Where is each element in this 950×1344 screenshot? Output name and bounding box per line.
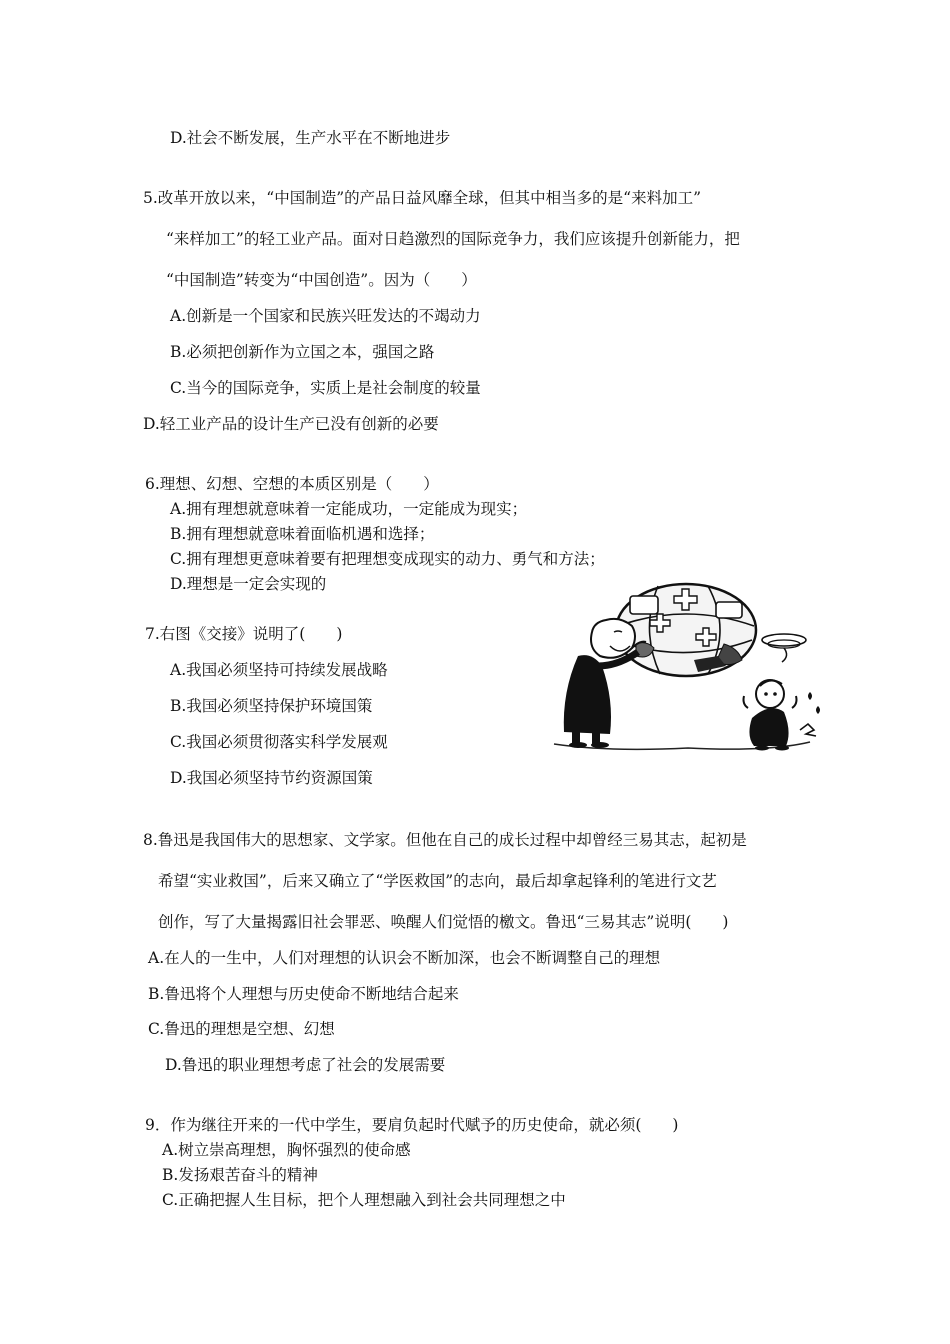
q8-stem-line-2: 希望“实业救国”，后来又确立了“学医救国”的志向，最后却拿起锋利的笔进行文艺 bbox=[158, 872, 717, 890]
q6-option-d: D.理想是一定会实现的 bbox=[170, 575, 327, 593]
q7-option-a: A.我国必须坚持可持续发展战略 bbox=[170, 661, 388, 679]
q9-option-a: A.树立崇高理想，胸怀强烈的使命感 bbox=[162, 1141, 411, 1159]
q5-stem-line-3: “中国制造”转变为“中国创造”。因为（ ） bbox=[166, 271, 477, 289]
globe-icon bbox=[616, 584, 756, 676]
old-man-figure bbox=[564, 619, 646, 748]
q8-stem-line-3: 创作，写了大量揭露旧社会罪恶、唤醒人们觉悟的檄文。鲁迅“三易其志”说明( ) bbox=[158, 913, 729, 931]
q9-stem: 9．作为继往开来的一代中学生，要肩负起时代赋予的历史使命，就必须( ) bbox=[145, 1116, 679, 1134]
child-figure bbox=[744, 680, 797, 751]
q4-option-d: D.社会不断发展，生产水平在不断地进步 bbox=[170, 129, 451, 147]
handover-cartoon-illustration bbox=[548, 582, 838, 754]
q6-option-b: B.拥有理想就意味着面临机遇和选择； bbox=[170, 525, 435, 543]
q8-option-a: A.在人的一生中，人们对理想的认识会不断加深，也会不断调整自己的理想 bbox=[148, 949, 661, 967]
q5-stem-line-1: 5.改革开放以来，“中国制造”的产品日益风靡全球，但其中相当多的是“来料加工” bbox=[143, 189, 701, 207]
q6-option-a: A.拥有理想就意味着一定能成功，一定能成为现实； bbox=[170, 500, 528, 518]
q7-stem: 7.右图《交接》说明了( ) bbox=[145, 625, 343, 643]
q5-option-c: C.当今的国际竞争，实质上是社会制度的较量 bbox=[170, 379, 481, 397]
q9-option-b: B.发扬艰苦奋斗的精神 bbox=[162, 1166, 318, 1184]
q7-option-d: D.我国必须坚持节约资源国策 bbox=[170, 769, 373, 787]
q5-option-b: B.必须把创新作为立国之本，强国之路 bbox=[170, 343, 435, 361]
q9-option-c: C.正确把握人生目标，把个人理想融入到社会共同理想之中 bbox=[162, 1191, 566, 1209]
q8-option-d: D.鲁迅的职业理想考虑了社会的发展需要 bbox=[165, 1056, 446, 1074]
q8-option-c: C.鲁迅的理想是空想、幻想 bbox=[148, 1020, 335, 1038]
q7-option-b: B.我国必须坚持保护环境国策 bbox=[170, 697, 373, 715]
q5-option-d: D.轻工业产品的设计生产已没有创新的必要 bbox=[143, 415, 439, 433]
q8-option-b: B.鲁迅将个人理想与历史使命不断地结合起来 bbox=[148, 985, 459, 1003]
q6-option-c: C.拥有理想更意味着要有把理想变成现实的动力、勇气和方法； bbox=[170, 550, 605, 568]
q8-stem-line-1: 8.鲁迅是我国伟大的思想家、文学家。但他在自己的成长过程中却曾经三易其志，起初是 bbox=[143, 831, 747, 849]
dizzy-swirl-icon bbox=[762, 634, 806, 662]
q7-option-c: C.我国必须贯彻落实科学发展观 bbox=[170, 733, 388, 751]
q6-stem: 6.理想、幻想、空想的本质区别是（ ） bbox=[145, 475, 439, 493]
q5-stem-line-2: “来样加工”的轻工业产品。面对日趋激烈的国际竞争力，我们应该提升创新能力，把 bbox=[166, 230, 740, 248]
q5-option-a: A.创新是一个国家和民族兴旺发达的不竭动力 bbox=[170, 307, 481, 325]
